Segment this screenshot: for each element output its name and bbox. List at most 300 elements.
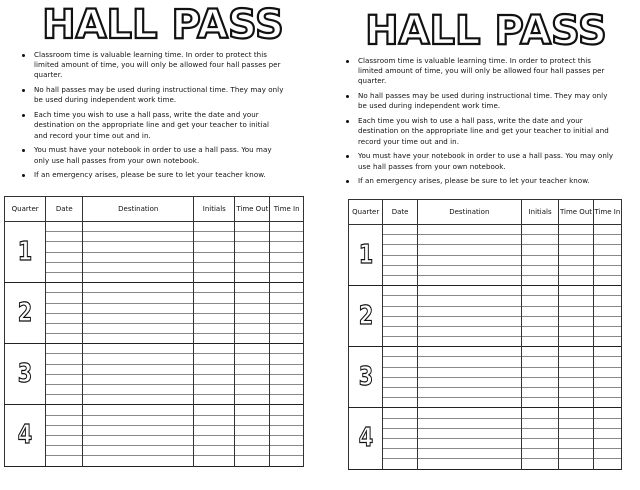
time-out-cell[interactable] — [235, 334, 270, 344]
time-in-cell[interactable] — [270, 242, 304, 252]
initials-cell[interactable] — [194, 415, 235, 425]
time-out-cell[interactable] — [235, 374, 270, 384]
log-row — [5, 395, 304, 405]
time-out-cell[interactable] — [559, 377, 593, 387]
date-cell[interactable] — [46, 405, 83, 415]
rules-list — [22, 50, 284, 181]
time-out-cell[interactable] — [235, 313, 270, 323]
initials-cell[interactable] — [194, 242, 235, 252]
initials-cell[interactable] — [521, 367, 558, 377]
destination-cell[interactable] — [417, 367, 521, 377]
destination-cell[interactable] — [83, 272, 194, 282]
time-in-cell[interactable] — [593, 316, 621, 326]
initials-cell[interactable] — [521, 235, 558, 245]
log-row — [349, 398, 622, 408]
date-cell[interactable] — [46, 344, 83, 354]
rules-list — [346, 56, 618, 187]
date-cell[interactable] — [383, 337, 417, 347]
initials-cell[interactable] — [521, 347, 558, 357]
time-in-cell[interactable] — [593, 347, 621, 357]
destination-cell[interactable] — [83, 385, 194, 395]
date-cell[interactable] — [383, 357, 417, 367]
rule-text: If an emergency arises, please be sure to let your teacher know. — [34, 170, 266, 180]
destination-cell[interactable] — [417, 286, 521, 296]
quarter-label: 1 — [358, 240, 373, 271]
destination-cell[interactable] — [417, 459, 521, 469]
date-cell[interactable] — [383, 255, 417, 265]
initials-cell[interactable] — [194, 385, 235, 395]
time-out-cell[interactable] — [559, 286, 593, 296]
log-row — [5, 252, 304, 262]
initials-cell[interactable] — [521, 326, 558, 336]
time-in-cell[interactable] — [593, 438, 621, 448]
log-row — [5, 283, 304, 293]
initials-cell[interactable] — [521, 398, 558, 408]
log-row — [349, 316, 622, 326]
time-in-cell[interactable] — [593, 326, 621, 336]
destination-cell[interactable] — [417, 306, 521, 316]
date-cell[interactable] — [383, 459, 417, 469]
header-date: Date — [383, 200, 417, 225]
destination-cell[interactable] — [83, 364, 194, 374]
initials-cell[interactable] — [194, 435, 235, 445]
initials-cell[interactable] — [194, 456, 235, 466]
time-out-cell[interactable] — [235, 405, 270, 415]
time-out-cell[interactable] — [235, 232, 270, 242]
initials-cell[interactable] — [194, 425, 235, 435]
initials-cell[interactable] — [521, 418, 558, 428]
date-cell[interactable] — [383, 306, 417, 316]
time-out-cell[interactable] — [235, 425, 270, 435]
time-out-cell[interactable] — [559, 316, 593, 326]
destination-cell[interactable] — [83, 283, 194, 293]
time-out-cell[interactable] — [559, 245, 593, 255]
date-cell[interactable] — [383, 428, 417, 438]
date-cell[interactable] — [383, 398, 417, 408]
time-in-cell[interactable] — [270, 222, 304, 232]
time-in-cell[interactable] — [270, 262, 304, 272]
date-cell[interactable] — [46, 313, 83, 323]
time-in-cell[interactable] — [593, 306, 621, 316]
time-out-cell[interactable] — [235, 364, 270, 374]
bullet-icon — [22, 89, 25, 92]
destination-cell[interactable] — [417, 408, 521, 418]
time-out-cell[interactable] — [235, 415, 270, 425]
time-in-cell[interactable] — [593, 286, 621, 296]
log-row — [349, 326, 622, 336]
initials-cell[interactable] — [194, 374, 235, 384]
time-in-cell[interactable] — [270, 385, 304, 395]
time-in-cell[interactable] — [593, 388, 621, 398]
date-cell[interactable] — [46, 364, 83, 374]
time-in-cell[interactable] — [270, 232, 304, 242]
date-cell[interactable] — [383, 326, 417, 336]
time-out-cell[interactable] — [559, 235, 593, 245]
hall-pass-page-left — [11, 0, 304, 451]
destination-cell[interactable] — [417, 377, 521, 387]
log-row — [5, 334, 304, 344]
destination-cell[interactable] — [83, 344, 194, 354]
destination-cell[interactable] — [417, 225, 521, 235]
initials-cell[interactable] — [194, 354, 235, 364]
destination-cell[interactable] — [417, 418, 521, 428]
initials-cell[interactable] — [521, 265, 558, 275]
time-in-cell[interactable] — [593, 296, 621, 306]
time-in-cell[interactable] — [270, 364, 304, 374]
time-out-cell[interactable] — [559, 367, 593, 377]
time-out-cell[interactable] — [235, 435, 270, 445]
date-cell[interactable] — [46, 334, 83, 344]
destination-cell[interactable] — [83, 425, 194, 435]
time-out-cell[interactable] — [559, 398, 593, 408]
destination-cell[interactable] — [417, 357, 521, 367]
time-in-cell[interactable] — [270, 415, 304, 425]
destination-cell[interactable] — [417, 235, 521, 245]
date-cell[interactable] — [383, 347, 417, 357]
initials-cell[interactable] — [194, 344, 235, 354]
time-in-cell[interactable] — [270, 456, 304, 466]
time-out-cell[interactable] — [235, 395, 270, 405]
time-out-cell[interactable] — [559, 275, 593, 285]
date-cell[interactable] — [46, 323, 83, 333]
date-cell[interactable] — [46, 293, 83, 303]
time-in-cell[interactable] — [593, 235, 621, 245]
destination-cell[interactable] — [83, 374, 194, 384]
log-row — [349, 408, 622, 418]
time-out-cell[interactable] — [235, 323, 270, 333]
time-out-cell[interactable] — [559, 408, 593, 418]
destination-cell[interactable] — [417, 296, 521, 306]
time-out-cell[interactable] — [559, 357, 593, 367]
time-out-cell[interactable] — [559, 459, 593, 469]
log-row — [5, 222, 304, 232]
log-row — [349, 286, 622, 296]
destination-cell[interactable] — [83, 395, 194, 405]
time-in-cell[interactable] — [593, 225, 621, 235]
log-row — [349, 245, 622, 255]
destination-cell[interactable] — [83, 323, 194, 333]
initials-cell[interactable] — [521, 225, 558, 235]
quarter-number — [349, 408, 383, 469]
time-out-cell[interactable] — [559, 306, 593, 316]
time-out-cell[interactable] — [235, 272, 270, 282]
rule-item — [22, 50, 284, 81]
time-in-cell[interactable] — [593, 255, 621, 265]
destination-cell[interactable] — [83, 242, 194, 252]
initials-cell[interactable] — [194, 272, 235, 282]
time-out-cell[interactable] — [559, 337, 593, 347]
initials-cell[interactable] — [194, 395, 235, 405]
destination-cell[interactable] — [417, 326, 521, 336]
initials-cell[interactable] — [194, 303, 235, 313]
title-text: HALL PASS — [42, 2, 284, 48]
date-cell[interactable] — [383, 438, 417, 448]
initials-cell[interactable] — [521, 245, 558, 255]
time-out-cell[interactable] — [559, 438, 593, 448]
date-cell[interactable] — [46, 252, 83, 262]
destination-cell[interactable] — [83, 222, 194, 232]
destination-cell[interactable] — [417, 428, 521, 438]
header-quarter: Quarter — [349, 200, 383, 225]
destination-cell[interactable] — [83, 435, 194, 445]
rule-item — [22, 110, 284, 141]
time-in-cell[interactable] — [593, 275, 621, 285]
time-out-cell[interactable] — [559, 347, 593, 357]
time-in-cell[interactable] — [593, 459, 621, 469]
log-row — [5, 344, 304, 354]
time-out-cell[interactable] — [235, 303, 270, 313]
date-cell[interactable] — [383, 296, 417, 306]
log-row — [349, 438, 622, 448]
log-row — [349, 367, 622, 377]
initials-cell[interactable] — [194, 364, 235, 374]
initials-cell[interactable] — [194, 323, 235, 333]
time-out-cell[interactable] — [235, 262, 270, 272]
destination-cell[interactable] — [417, 245, 521, 255]
time-in-cell[interactable] — [270, 272, 304, 282]
destination-cell[interactable] — [417, 388, 521, 398]
log-row — [5, 272, 304, 282]
time-out-cell[interactable] — [235, 385, 270, 395]
date-cell[interactable] — [383, 235, 417, 245]
time-in-cell[interactable] — [270, 425, 304, 435]
time-out-cell[interactable] — [235, 252, 270, 262]
initials-cell[interactable] — [521, 377, 558, 387]
time-in-cell[interactable] — [270, 446, 304, 456]
time-out-cell[interactable] — [235, 456, 270, 466]
destination-cell[interactable] — [83, 262, 194, 272]
date-cell[interactable] — [46, 425, 83, 435]
date-cell[interactable] — [46, 283, 83, 293]
initials-cell[interactable] — [521, 357, 558, 367]
time-out-cell[interactable] — [235, 242, 270, 252]
log-row — [349, 265, 622, 275]
destination-cell[interactable] — [417, 449, 521, 459]
date-cell[interactable] — [46, 222, 83, 232]
bullet-icon — [346, 180, 349, 183]
date-cell[interactable] — [46, 415, 83, 425]
date-cell[interactable] — [383, 225, 417, 235]
initials-cell[interactable] — [521, 296, 558, 306]
initials-cell[interactable] — [194, 252, 235, 262]
time-out-cell[interactable] — [235, 354, 270, 364]
date-cell[interactable] — [46, 435, 83, 445]
date-cell[interactable] — [46, 446, 83, 456]
initials-cell[interactable] — [194, 232, 235, 242]
destination-cell[interactable] — [83, 293, 194, 303]
header-time-in: Time In — [593, 200, 621, 225]
time-in-cell[interactable] — [593, 377, 621, 387]
time-in-cell[interactable] — [593, 265, 621, 275]
time-in-cell[interactable] — [593, 337, 621, 347]
time-out-cell[interactable] — [559, 326, 593, 336]
destination-cell[interactable] — [417, 347, 521, 357]
time-in-cell[interactable] — [270, 334, 304, 344]
bullet-icon — [346, 60, 349, 63]
destination-cell[interactable] — [83, 252, 194, 262]
rule-text: Each time you wish to use a hall pass, write the date and your destination on the appropriate line and get your teacher to initial and record your time out and in. — [34, 110, 270, 140]
initials-cell[interactable] — [194, 222, 235, 232]
destination-cell[interactable] — [83, 446, 194, 456]
date-cell[interactable] — [46, 262, 83, 272]
header-date: Date — [46, 197, 83, 222]
time-in-cell[interactable] — [270, 283, 304, 293]
destination-cell[interactable] — [83, 303, 194, 313]
time-in-cell[interactable] — [593, 428, 621, 438]
initials-cell[interactable] — [521, 459, 558, 469]
time-in-cell[interactable] — [593, 357, 621, 367]
destination-cell[interactable] — [83, 334, 194, 344]
date-cell[interactable] — [46, 232, 83, 242]
rule-text: Classroom time is valuable learning time. In order to protect this limited amount of time, you will only be allowed four hall passes per quarter. — [358, 56, 605, 86]
time-out-cell[interactable] — [559, 296, 593, 306]
rule-text: You must have your notebook in order to use a hall pass. You may only use hall passes from your own notebook. — [34, 145, 272, 165]
date-cell[interactable] — [46, 374, 83, 384]
date-cell[interactable] — [383, 275, 417, 285]
bullet-icon — [22, 114, 25, 117]
time-in-cell[interactable] — [593, 367, 621, 377]
log-row — [349, 459, 622, 469]
time-out-cell[interactable] — [559, 255, 593, 265]
destination-cell[interactable] — [417, 275, 521, 285]
initials-cell[interactable] — [521, 306, 558, 316]
initials-cell[interactable] — [194, 313, 235, 323]
time-out-cell[interactable] — [559, 418, 593, 428]
initials-cell[interactable] — [521, 337, 558, 347]
quarter-number — [5, 283, 46, 344]
time-in-cell[interactable] — [593, 398, 621, 408]
header-time-in: Time In — [270, 197, 304, 222]
log-row — [5, 364, 304, 374]
destination-cell[interactable] — [417, 265, 521, 275]
initials-cell[interactable] — [194, 283, 235, 293]
date-cell[interactable] — [383, 265, 417, 275]
bullet-icon — [22, 174, 25, 177]
destination-cell[interactable] — [417, 337, 521, 347]
destination-cell[interactable] — [83, 354, 194, 364]
time-in-cell[interactable] — [270, 395, 304, 405]
destination-cell[interactable] — [417, 316, 521, 326]
time-in-cell[interactable] — [270, 252, 304, 262]
time-in-cell[interactable] — [593, 245, 621, 255]
time-in-cell[interactable] — [593, 408, 621, 418]
log-row — [349, 296, 622, 306]
time-out-cell[interactable] — [235, 222, 270, 232]
destination-cell[interactable] — [83, 415, 194, 425]
date-cell[interactable] — [383, 388, 417, 398]
destination-cell[interactable] — [83, 313, 194, 323]
date-cell[interactable] — [46, 395, 83, 405]
initials-cell[interactable] — [194, 334, 235, 344]
table-header-row — [349, 200, 622, 225]
destination-cell[interactable] — [83, 456, 194, 466]
time-in-cell[interactable] — [270, 323, 304, 333]
date-cell[interactable] — [383, 245, 417, 255]
bullet-icon — [346, 155, 349, 158]
destination-cell[interactable] — [83, 232, 194, 242]
time-out-cell[interactable] — [559, 428, 593, 438]
quarter-label: 4 — [17, 420, 33, 451]
initials-cell[interactable] — [521, 449, 558, 459]
date-cell[interactable] — [383, 286, 417, 296]
bullet-icon — [22, 54, 25, 57]
destination-cell[interactable] — [417, 438, 521, 448]
time-out-cell[interactable] — [235, 293, 270, 303]
quarter-label: 2 — [358, 301, 373, 332]
date-cell[interactable] — [46, 272, 83, 282]
date-cell[interactable] — [46, 303, 83, 313]
initials-cell[interactable] — [194, 293, 235, 303]
date-cell[interactable] — [46, 242, 83, 252]
time-out-cell[interactable] — [559, 388, 593, 398]
title-graphic — [346, 6, 630, 56]
initials-cell[interactable] — [521, 275, 558, 285]
quarter-label: 4 — [358, 423, 373, 454]
date-cell[interactable] — [383, 316, 417, 326]
time-in-cell[interactable] — [270, 344, 304, 354]
time-out-cell[interactable] — [235, 344, 270, 354]
title-text: HALL PASS — [365, 8, 607, 54]
initials-cell[interactable] — [521, 408, 558, 418]
initials-cell[interactable] — [521, 286, 558, 296]
time-in-cell[interactable] — [270, 293, 304, 303]
time-out-cell[interactable] — [235, 446, 270, 456]
table-header-row — [5, 197, 304, 222]
date-cell[interactable] — [383, 367, 417, 377]
log-row — [5, 374, 304, 384]
log-row — [5, 303, 304, 313]
date-cell[interactable] — [46, 385, 83, 395]
time-in-cell[interactable] — [270, 354, 304, 364]
date-cell[interactable] — [383, 408, 417, 418]
date-cell[interactable] — [383, 418, 417, 428]
log-row — [5, 446, 304, 456]
log-row — [5, 293, 304, 303]
date-cell[interactable] — [383, 377, 417, 387]
time-in-cell[interactable] — [270, 435, 304, 445]
time-out-cell[interactable] — [559, 265, 593, 275]
initials-cell[interactable] — [521, 255, 558, 265]
destination-cell[interactable] — [417, 398, 521, 408]
date-cell[interactable] — [383, 449, 417, 459]
time-in-cell[interactable] — [270, 405, 304, 415]
time-in-cell[interactable] — [270, 374, 304, 384]
time-out-cell[interactable] — [559, 449, 593, 459]
header-time-out: Time Out — [235, 197, 270, 222]
initials-cell[interactable] — [521, 388, 558, 398]
destination-cell[interactable] — [417, 255, 521, 265]
initials-cell[interactable] — [194, 262, 235, 272]
log-row — [349, 418, 622, 428]
initials-cell[interactable] — [521, 438, 558, 448]
destination-cell[interactable] — [83, 405, 194, 415]
time-out-cell[interactable] — [235, 283, 270, 293]
time-in-cell[interactable] — [593, 449, 621, 459]
time-out-cell[interactable] — [559, 225, 593, 235]
log-row — [349, 449, 622, 459]
date-cell[interactable] — [46, 456, 83, 466]
time-in-cell[interactable] — [270, 313, 304, 323]
initials-cell[interactable] — [521, 428, 558, 438]
time-in-cell[interactable] — [593, 418, 621, 428]
initials-cell[interactable] — [194, 405, 235, 415]
time-in-cell[interactable] — [270, 303, 304, 313]
log-row — [349, 357, 622, 367]
initials-cell[interactable] — [194, 446, 235, 456]
initials-cell[interactable] — [521, 316, 558, 326]
date-cell[interactable] — [46, 354, 83, 364]
quarter-number — [5, 344, 46, 405]
